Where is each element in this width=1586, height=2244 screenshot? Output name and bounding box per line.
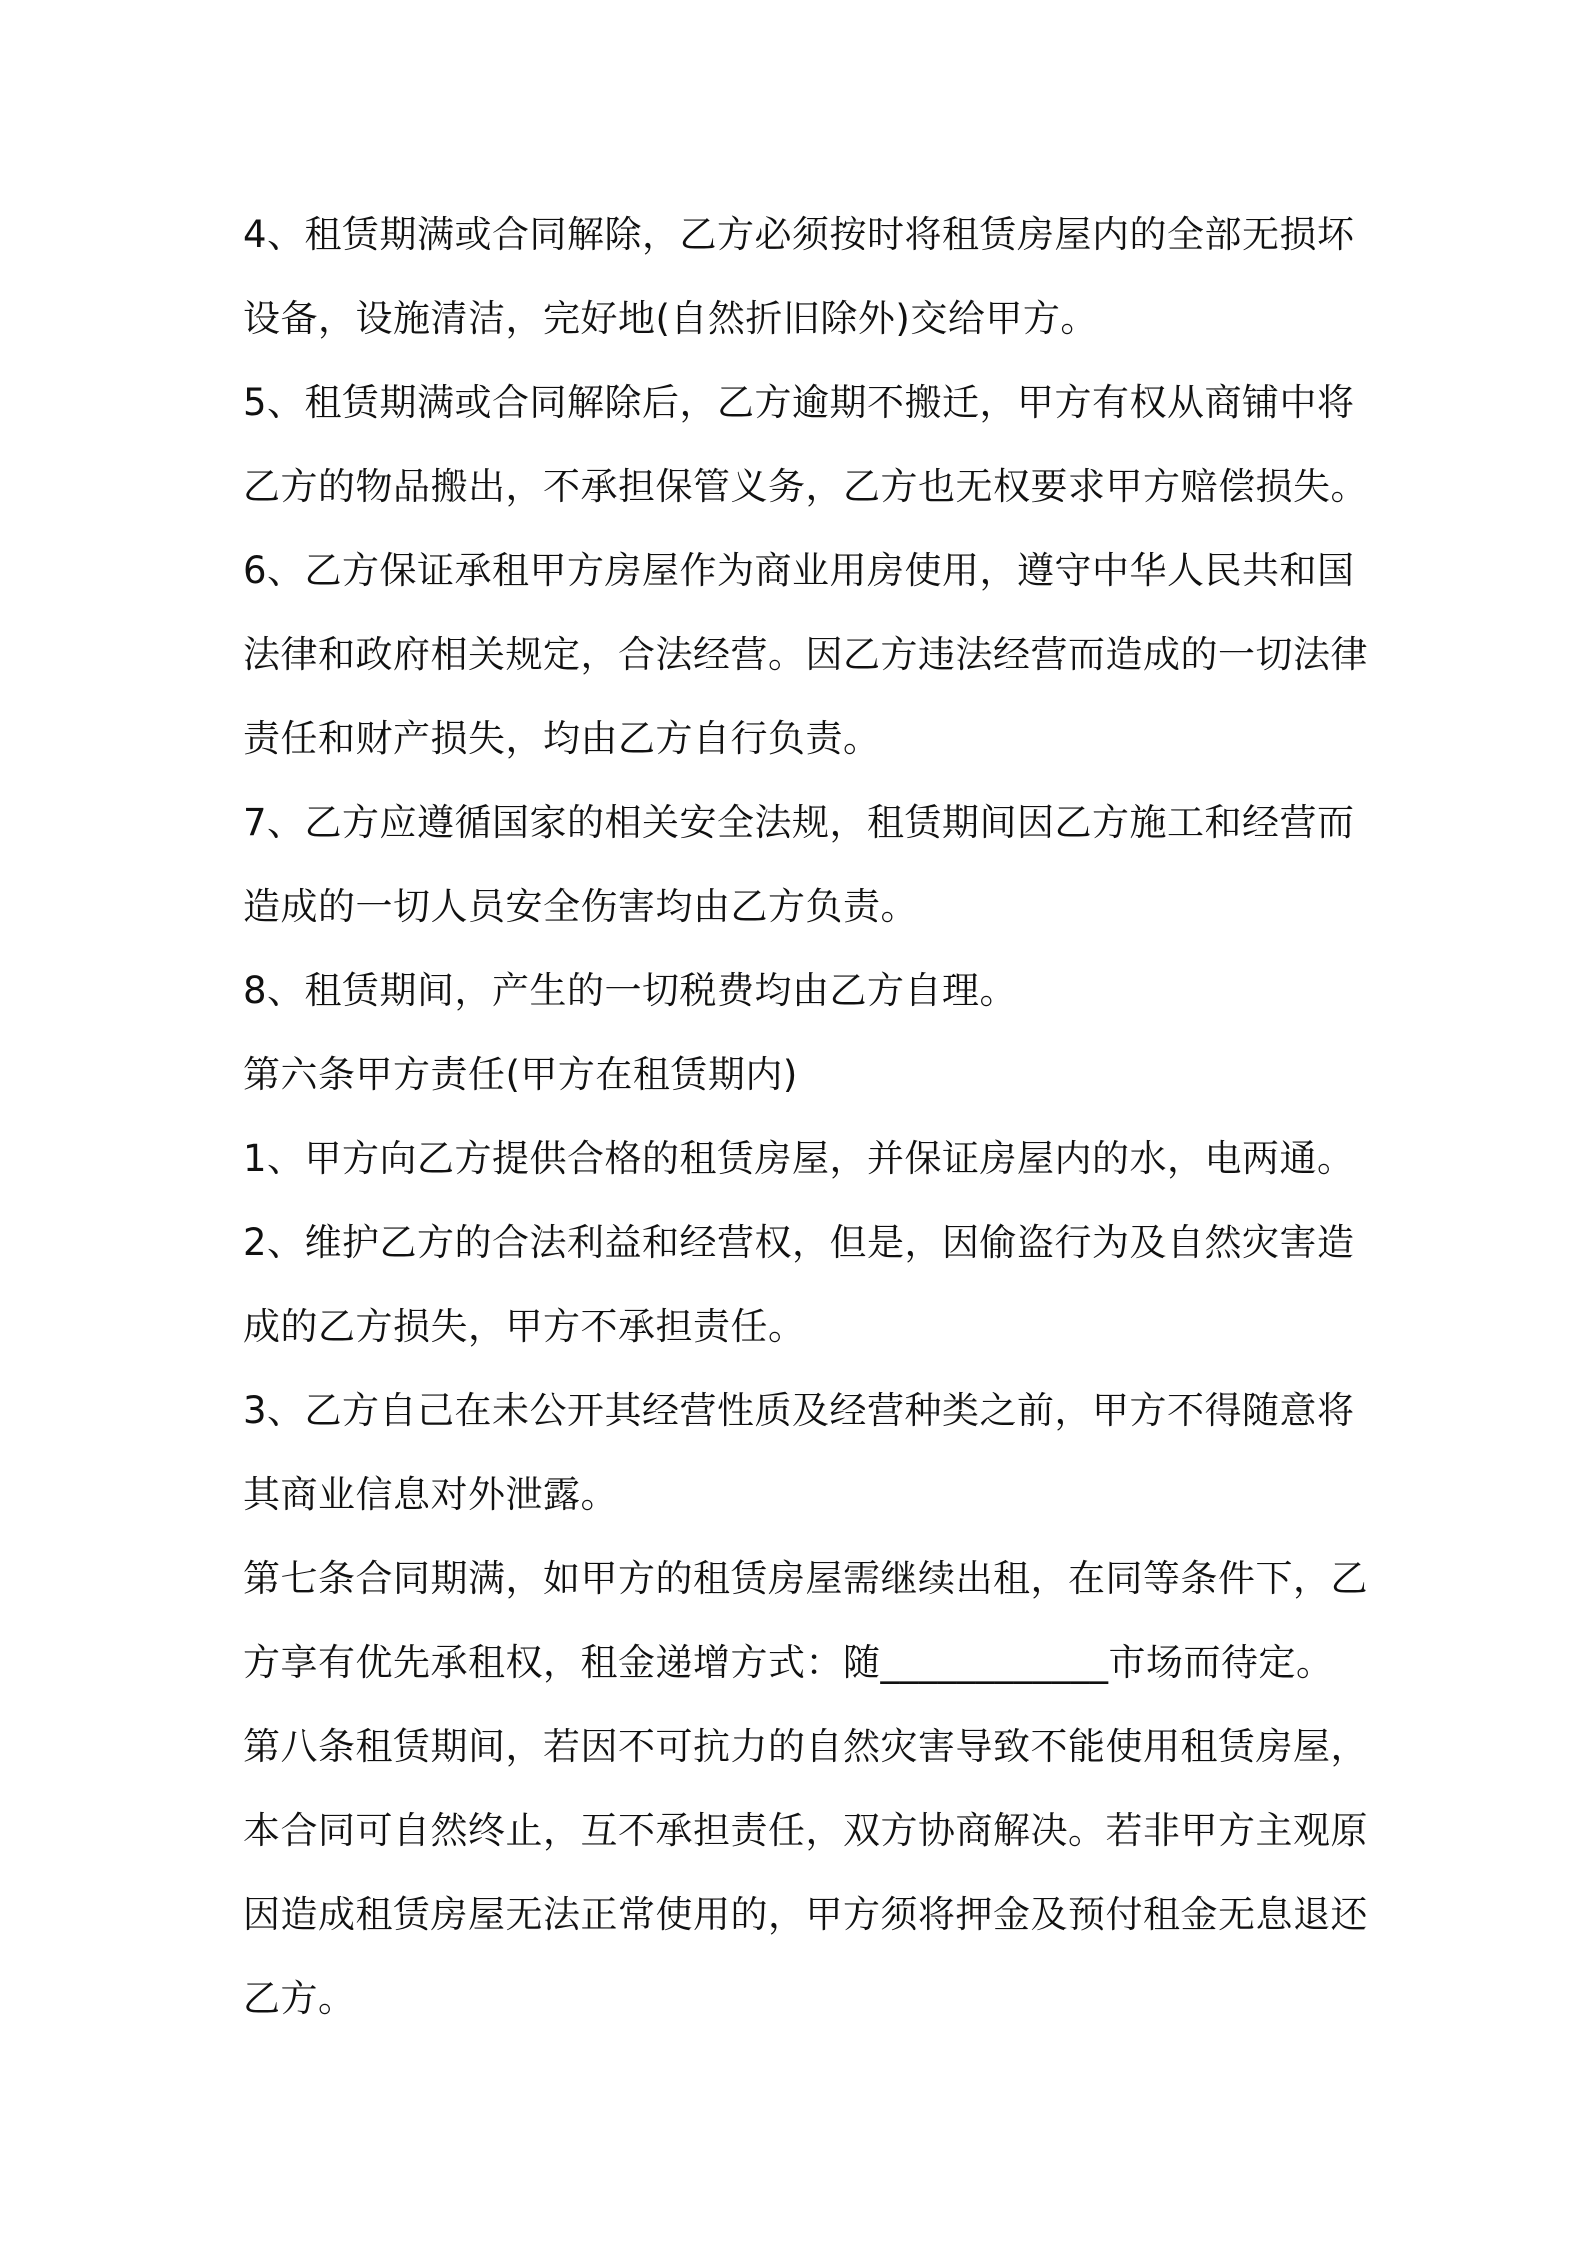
text-line: 责任和财产损失，均由乙方自行负责。 xyxy=(243,717,881,760)
text-line: 7、乙方应遵循国家的相关安全法规，租赁期间因乙方施工和经营而 xyxy=(243,801,1355,844)
text-line: 成的乙方损失，甲方不承担责任。 xyxy=(243,1305,806,1348)
section-heading: 第六条甲方责任(甲方在租赁期内) xyxy=(243,1053,798,1096)
text-line: 6、乙方保证承租甲方房屋作为商业用房使用，遵守中华人民共和国 xyxy=(243,549,1355,592)
text-line: 其商业信息对外泄露。 xyxy=(243,1473,618,1516)
text-line: 法律和政府相关规定，合法经营。因乙方违法经营而造成的一切法律 xyxy=(243,633,1368,676)
text-line: 方享有优先承租权，租金递增方式：随____________市场而待定。 xyxy=(243,1641,1334,1684)
text-line: 因造成租赁房屋无法正常使用的，甲方须将押金及预付租金无息退还 xyxy=(243,1893,1368,1936)
text-line: 第八条租赁期间，若因不可抗力的自然灾害导致不能使用租赁房屋， xyxy=(243,1725,1368,1768)
text-line: 设备，设施清洁，完好地(自然折旧除外)交给甲方。 xyxy=(243,297,1098,340)
text-line: 第七条合同期满，如甲方的租赁房屋需继续出租，在同等条件下，乙 xyxy=(243,1557,1368,1600)
text-line: 8、租赁期间，产生的一切税费均由乙方自理。 xyxy=(243,969,1018,1012)
text-line: 本合同可自然终止，互不承担责任，双方协商解决。若非甲方主观原 xyxy=(243,1809,1368,1852)
text-line: 3、乙方自己在未公开其经营性质及经营种类之前，甲方不得随意将 xyxy=(243,1389,1355,1432)
text-line: 2、维护乙方的合法利益和经营权，但是，因偷盗行为及自然灾害造 xyxy=(243,1221,1355,1264)
document-body xyxy=(243,193,1368,2041)
text-line: 乙方。 xyxy=(243,1977,356,2020)
text-line: 4、租赁期满或合同解除，乙方必须按时将租赁房屋内的全部无损坏 xyxy=(243,213,1355,256)
text-line: 造成的一切人员安全伤害均由乙方负责。 xyxy=(243,885,918,928)
text-line: 乙方的物品搬出，不承担保管义务，乙方也无权要求甲方赔偿损失。 xyxy=(243,465,1368,508)
text-line: 1、甲方向乙方提供合格的租赁房屋，并保证房屋内的水，电两通。 xyxy=(243,1137,1355,1180)
text-line: 5、租赁期满或合同解除后，乙方逾期不搬迁，甲方有权从商铺中将 xyxy=(243,381,1355,424)
